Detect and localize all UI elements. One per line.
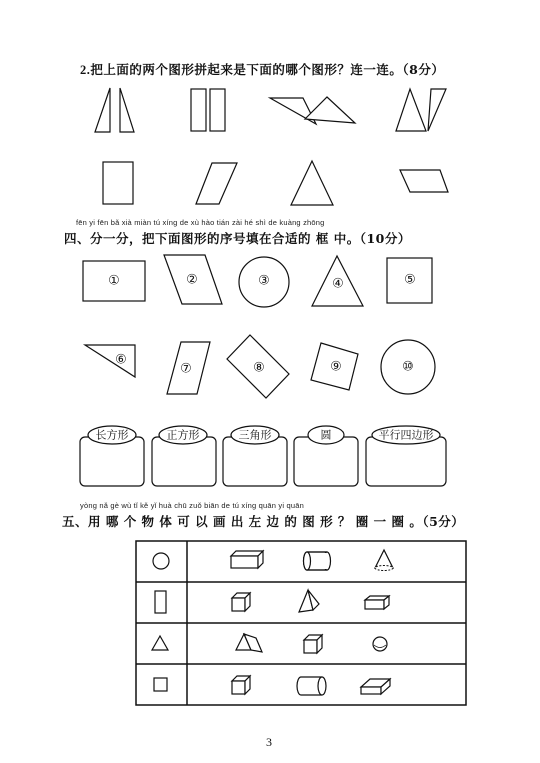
q5-pinyin: yòng nǎ gè wù tǐ kě yǐ huà chū zuǒ biān de tú xíng quān yi quān [80,501,304,510]
square-icon [154,678,167,691]
shape-5-number: ⑤ [404,272,416,288]
cube-icon[interactable] [304,635,322,653]
category-label-triangle: 三角形 [238,428,272,442]
shape-6-number: ⑥ [115,352,127,368]
shape-9-number: ⑨ [330,359,342,375]
category-label-square: 正方形 [166,428,200,442]
shape-3-number: ③ [258,273,270,289]
shape-4-number: ④ [332,276,344,292]
q4-pinyin: fēn yi fēn bǎ xià miàn tú xíng de xù hào tián zài hé shì de kuàng zhōng [76,218,325,227]
category-label-parallelogram: 平行四边形 [378,428,434,442]
cuboid-icon[interactable] [231,551,263,568]
shape-2-number: ② [186,272,198,288]
q5-title: 五、用 哪 个 物 体 可 以 画 出 左 边 的 图 形 ？ 圈 一 圈 。（5分） [62,514,465,529]
shape-8-number: ⑧ [253,360,265,376]
q2-number: 2. [80,63,91,77]
q2-text: 把上面的两个图形拼起来是下面的哪个图形？连一连。（8分） [90,62,445,77]
category-label-circle: 圆 [320,428,332,442]
cylinder-icon[interactable] [304,552,331,570]
shape-7-number: ⑦ [180,361,192,377]
category-label-rectangle: 长方形 [95,428,129,442]
sphere-icon[interactable] [373,637,387,651]
shape-1-number: ① [108,273,120,289]
cube-icon[interactable] [232,676,250,694]
circle-icon [153,553,169,569]
rectangle-icon [155,591,166,613]
cuboid-icon[interactable] [365,596,389,609]
shape-10-number: ⑩ [402,359,414,375]
page-number: 3 [266,735,272,749]
q4-title: 四、分一分，把下面图形的序号填在合适的 框 中。（10分） [64,231,411,246]
cube-icon[interactable] [232,593,250,611]
